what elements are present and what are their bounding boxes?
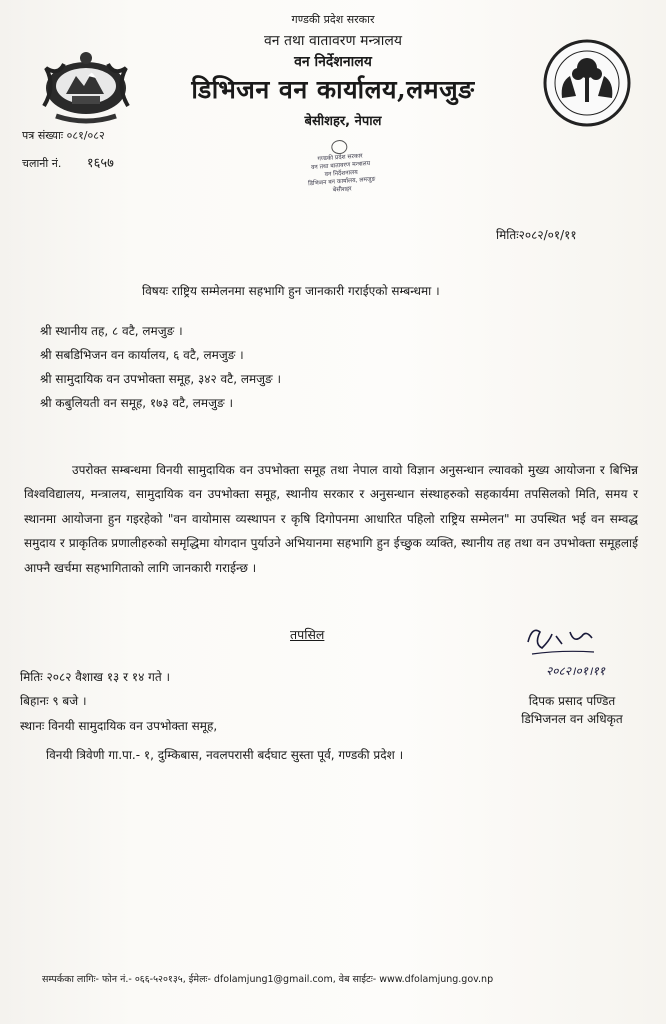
stamp-line: बेसीशहर [332, 185, 352, 194]
signatory-name: दिपक प्रसाद पण्डित [528, 694, 616, 708]
stamp-line: वन तथा वातावरण मन्त्रालय [310, 159, 371, 172]
recipient-item: श्री सामुदायिक वन उपभोक्ता समूह, ३४२ वटै, लमजुङ । [40, 372, 282, 386]
recipient-item: श्री कबुलियती वन समूह, १७३ वटै, लमजुङ । [40, 396, 233, 410]
recipient-list [40, 322, 281, 418]
signatory-title: डिभिजनल वन अधिकृत [521, 712, 623, 726]
signature-block [522, 622, 652, 684]
chalani-number: १६५७ [86, 156, 114, 171]
patra-sankhya: पत्र संख्याः ०८१/०८२ [22, 129, 105, 142]
recipient-item: श्री सबडिभिजन वन कार्यालय, ६ वटै, लमजुङ । [40, 348, 244, 362]
letter-subject: विषयः राष्ट्रिय सम्मेलनमा सहभागि हुन जानकारी गराईएको सम्बन्धमा । [142, 284, 440, 298]
directorate-name: वन निर्देशनालय [294, 54, 372, 70]
detail-date: मितिः २०८२ वैशाख १३ र १४ गते । [20, 670, 171, 684]
stamp-line: गण्डकी प्रदेश सरकार [317, 152, 363, 163]
contact-footer: सम्पर्कका लागिः- फोन नं.- ०६६-५२०१३५, ईमेलः- dfolamjung1@gmail.com, वेब साईटः- www.dfolamjung.gov.np [42, 974, 494, 985]
letter-date: मितिः२०८२/०१/११ [496, 228, 577, 242]
stamp-line: डिभिजन वन कार्यालय, लमजुङ [307, 175, 376, 188]
stamp-line: वन निर्देशनालय [324, 168, 358, 179]
letter-body: उपरोक्त सम्बन्धमा विनयी सामुदायिक वन उपभोक्ता समूह तथा नेपाल वायो विज्ञान अनुसन्धान ल्यावको मुख्य आयोजना र बिभिन्न विश्वविद्यालय, मन्त्रालय, सामुदायिक वन उपभोक्ता समूह, स्थानीय सरकार र अनुसन्धान संस्थाहरुको सहकार्यमा तपसिलको मिति, समय र स्थानमा आयोजना हुन गइरहेको "वन वायोमास व्यस्थापन र कृषि दिगोपनमा आधारित पहिलो राष्ट्रिय सम्मेलन" मा उपस्थित भई वन सम्वद्ध समुदाय र प्राकृतिक प्रणालीहरुको समृद्धिमा योगदान पुर्याउने अभियानमा सहभागि हुन ईच्छुक व्यक्ति, स्थानीय तह तथा वन उपभोक्ता समूहलाई आफ्नै खर्चमा सहभागिताको लागि जानकारी गराईन्छ । [24, 463, 638, 575]
detail-time: बिहानः ९ बजे । [20, 694, 87, 708]
detail-place: स्थानः विनयी सामुदायिक वन उपभोक्ता समूह, [20, 719, 218, 733]
office-stamp [284, 136, 398, 206]
signature-date: २०८२।०१।११ [546, 664, 606, 678]
signatory [502, 692, 642, 728]
ministry-name: वन तथा वातावरण मन्त्रालय [264, 33, 402, 49]
office-name: डिभिजन वन कार्यालय,लमजुङ [191, 75, 475, 104]
office-location: बेसीशहर, नेपाल [304, 114, 382, 129]
recipient-item: श्री स्थानीय तह, ८ वटै, लमजुङ । [40, 324, 183, 338]
chalani-label: चलानी नं. [22, 157, 62, 170]
detail-address: विनयी त्रिवेणी गा.पा.- १, दुम्किबास, नवलपरासी बर्दघाट सुस्ता पूर्व, गण्डकी प्रदेश । [46, 748, 404, 762]
handwritten-signature-icon [522, 622, 652, 662]
tapsil-heading: तपसिल [290, 627, 325, 642]
chalani-row [22, 153, 114, 171]
government-name: गण्डकी प्रदेश सरकार [291, 13, 375, 26]
stamp-emblem-icon [331, 140, 348, 155]
